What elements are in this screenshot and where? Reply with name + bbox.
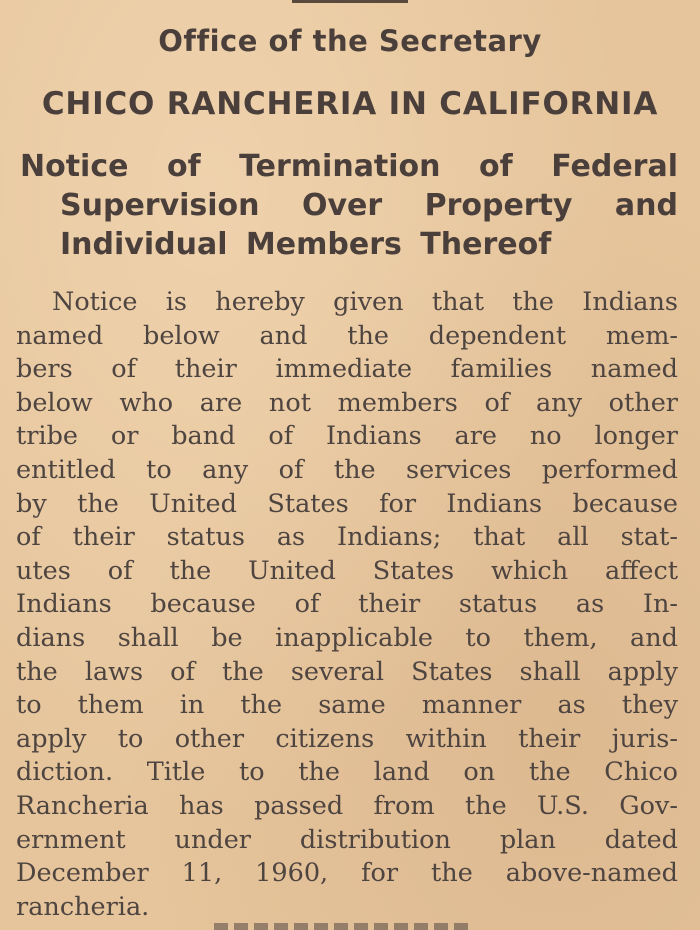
body-line: below who are not members of any other [16,387,678,418]
rancheria-heading: CHICO RANCHERIA IN CALIFORNIA [41,86,659,122]
notice-title-line: Individual Members Thereof [60,227,552,262]
body-line: to them in the same manner as they [16,690,678,721]
notice-title [20,147,678,264]
body-line: Rancheria has passed from the U.S. Gov- [16,790,678,821]
notice-body [16,286,678,924]
cut-off-next-heading [214,918,474,930]
body-line: entitled to any of the services performed [16,454,678,485]
body-line: dians shall be inapplicable to them, and [16,622,678,653]
office-heading: Office of the Secretary [158,24,542,58]
body-line: by the United States for Indians because [16,488,678,519]
body-line: bers of their immediate families named [16,354,678,385]
body-line: utes of the United States which affect [16,555,678,586]
body-line: apply to other citizens within their juris- [16,723,678,754]
body-line: Notice is hereby given that the Indians [52,287,678,317]
body-line: the laws of the several States shall apply [16,656,678,687]
notice-title-line: Supervision Over Property and [60,188,678,223]
body-line: of their status as Indians; that all stat- [16,522,678,553]
body-line: Indians because of their status as In- [16,589,678,620]
body-line: named below and the dependent mem- [16,320,678,351]
body-line: diction. Title to the land on the Chico [16,757,678,788]
body-line: ernment under distribution plan dated [16,824,678,855]
body-line: rancheria. [16,891,150,922]
body-line: December 11, 1960, for the above-named [16,858,678,889]
notice-title-line: Notice of Termination of Federal [20,149,678,184]
body-line: tribe or band of Indians are no longer [16,421,678,452]
top-divider-rule [292,0,408,3]
